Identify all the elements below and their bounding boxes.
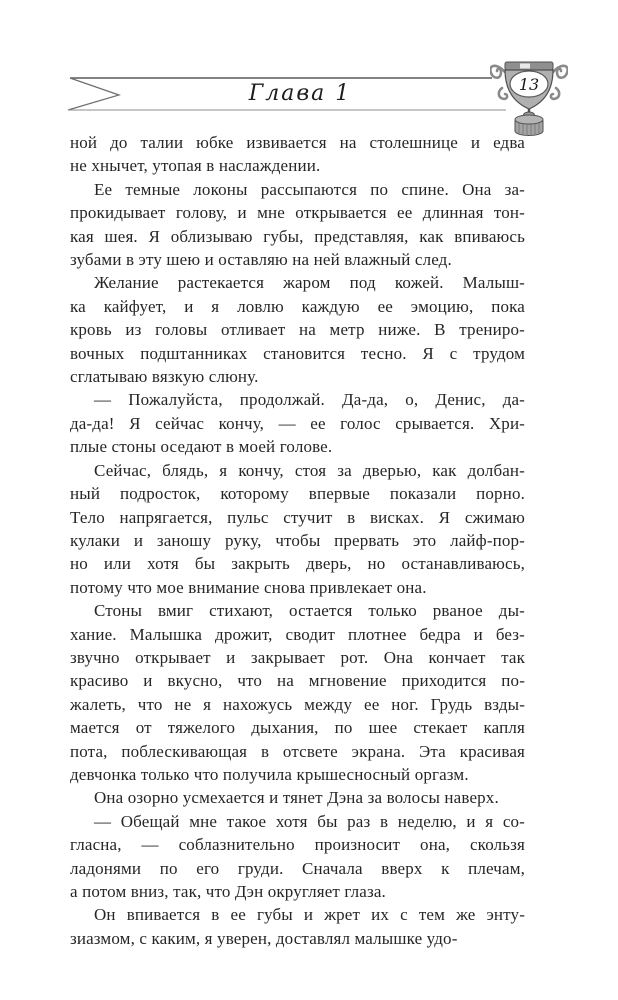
paragraph: [70, 810, 525, 904]
text-line: гласна, — соблазнительно произносит она, скользя: [70, 835, 525, 855]
text-line: а потом вниз, так, что Дэн округляет глаза.: [70, 882, 386, 901]
paragraph: [70, 271, 525, 388]
text-line: хание. Малышка дрожит, сводит плотнее бедра и без-: [70, 624, 525, 644]
page-text: [70, 131, 525, 950]
text-line: не хнычет, утопая в наслаждении.: [70, 156, 321, 176]
text-line: прокидывает голову, и мне открывается ее длинная тон-: [70, 203, 525, 223]
text-line: зиазмом, с каким, я уверен, доставлял малышке удо-: [70, 928, 458, 948]
trophy-rim-highlight: [520, 64, 530, 69]
text-line: звучно открывает и закрывает рот. Она кончает так: [70, 647, 525, 667]
text-line: жалеть, что не я нахожусь между ее ног. Грудь взды-: [70, 694, 525, 714]
text-line: Она озорно усмехается и тянет Дэна за волосы наверх.: [94, 788, 499, 808]
text-line: ный подросток, которому впервые показали порно.: [70, 484, 525, 504]
text-line: но или хотя бы закрыть дверь, но останавливаюсь,: [70, 554, 525, 574]
text-line: пота, поблескивающая в отсвете экрана. Эта красивая: [70, 741, 525, 761]
text-line: да-да! Я сейчас кончу, — ее голос срывается. Хри-: [70, 413, 525, 433]
text-line: кулаки и заношу руку, чтобы прервать это лайф-пор-: [70, 530, 525, 550]
text-line: кая шея. Я облизываю губы, представляя, как впиваюсь: [70, 226, 525, 246]
text-line: потому что мое внимание снова привлекает она.: [70, 577, 427, 597]
text-line: Сейчас, блядь, я кончу, стоя за дверью, как долбан-: [94, 460, 525, 480]
text-line: Стоны вмиг стихают, остается только рваное ды-: [94, 601, 525, 621]
text-line: Ее темные локоны рассыпаются по спине. Она за-: [94, 179, 525, 199]
text-line: ной до талии юбке извивается на столешнице и едва: [70, 133, 525, 152]
paragraph: [70, 131, 525, 178]
paragraph: [70, 786, 525, 809]
text-line: кровь из головы отливает на метр ниже. В трениро-: [70, 320, 525, 340]
text-line: ка кайфует, и я ловлю каждую ее эмоцию, пока: [70, 296, 525, 316]
text-line: плые стоны оседают в моей голове.: [70, 437, 333, 457]
text-line: девчонка только что получила крышесносный оргазм.: [70, 764, 469, 784]
text-line: сглатываю вязкую слюну.: [70, 367, 259, 387]
text-line: красиво и вкусно, что на мгновение приходится по-: [70, 671, 525, 691]
paragraph: [70, 388, 525, 458]
text-line: — Обещай мне такое хотя бы раз в неделю, и я со-: [94, 811, 525, 831]
paragraph: [70, 599, 525, 786]
text-line: Желание растекается жаром под кожей. Малыш-: [94, 273, 525, 293]
text-line: Тело напрягается, пульс стучит в висках. Я сжимаю: [70, 507, 525, 527]
page-number: 13: [518, 75, 540, 94]
text-line: Он впивается в ее губы и жрет их с тем же энту-: [94, 905, 525, 925]
paragraph: [70, 459, 525, 599]
trophy-icon: [490, 58, 568, 136]
text-line: — Пожалуйста, продолжай. Да-да, о, Денис, да-: [94, 390, 525, 410]
chapter-title: Глава 1: [248, 81, 352, 106]
text-line: зубами в эту шею и оставляю на ней влажный след.: [70, 250, 452, 270]
text-line: ладонями по его груди. Сначала вверх к плечам,: [70, 858, 525, 878]
text-line: вочных подштанниках становится тесно. Я с трудом: [70, 343, 525, 363]
text-line: мается от тяжелого дыхания, по шее стекает капля: [70, 718, 525, 738]
paragraph: [70, 903, 525, 950]
paragraph: [70, 178, 525, 272]
